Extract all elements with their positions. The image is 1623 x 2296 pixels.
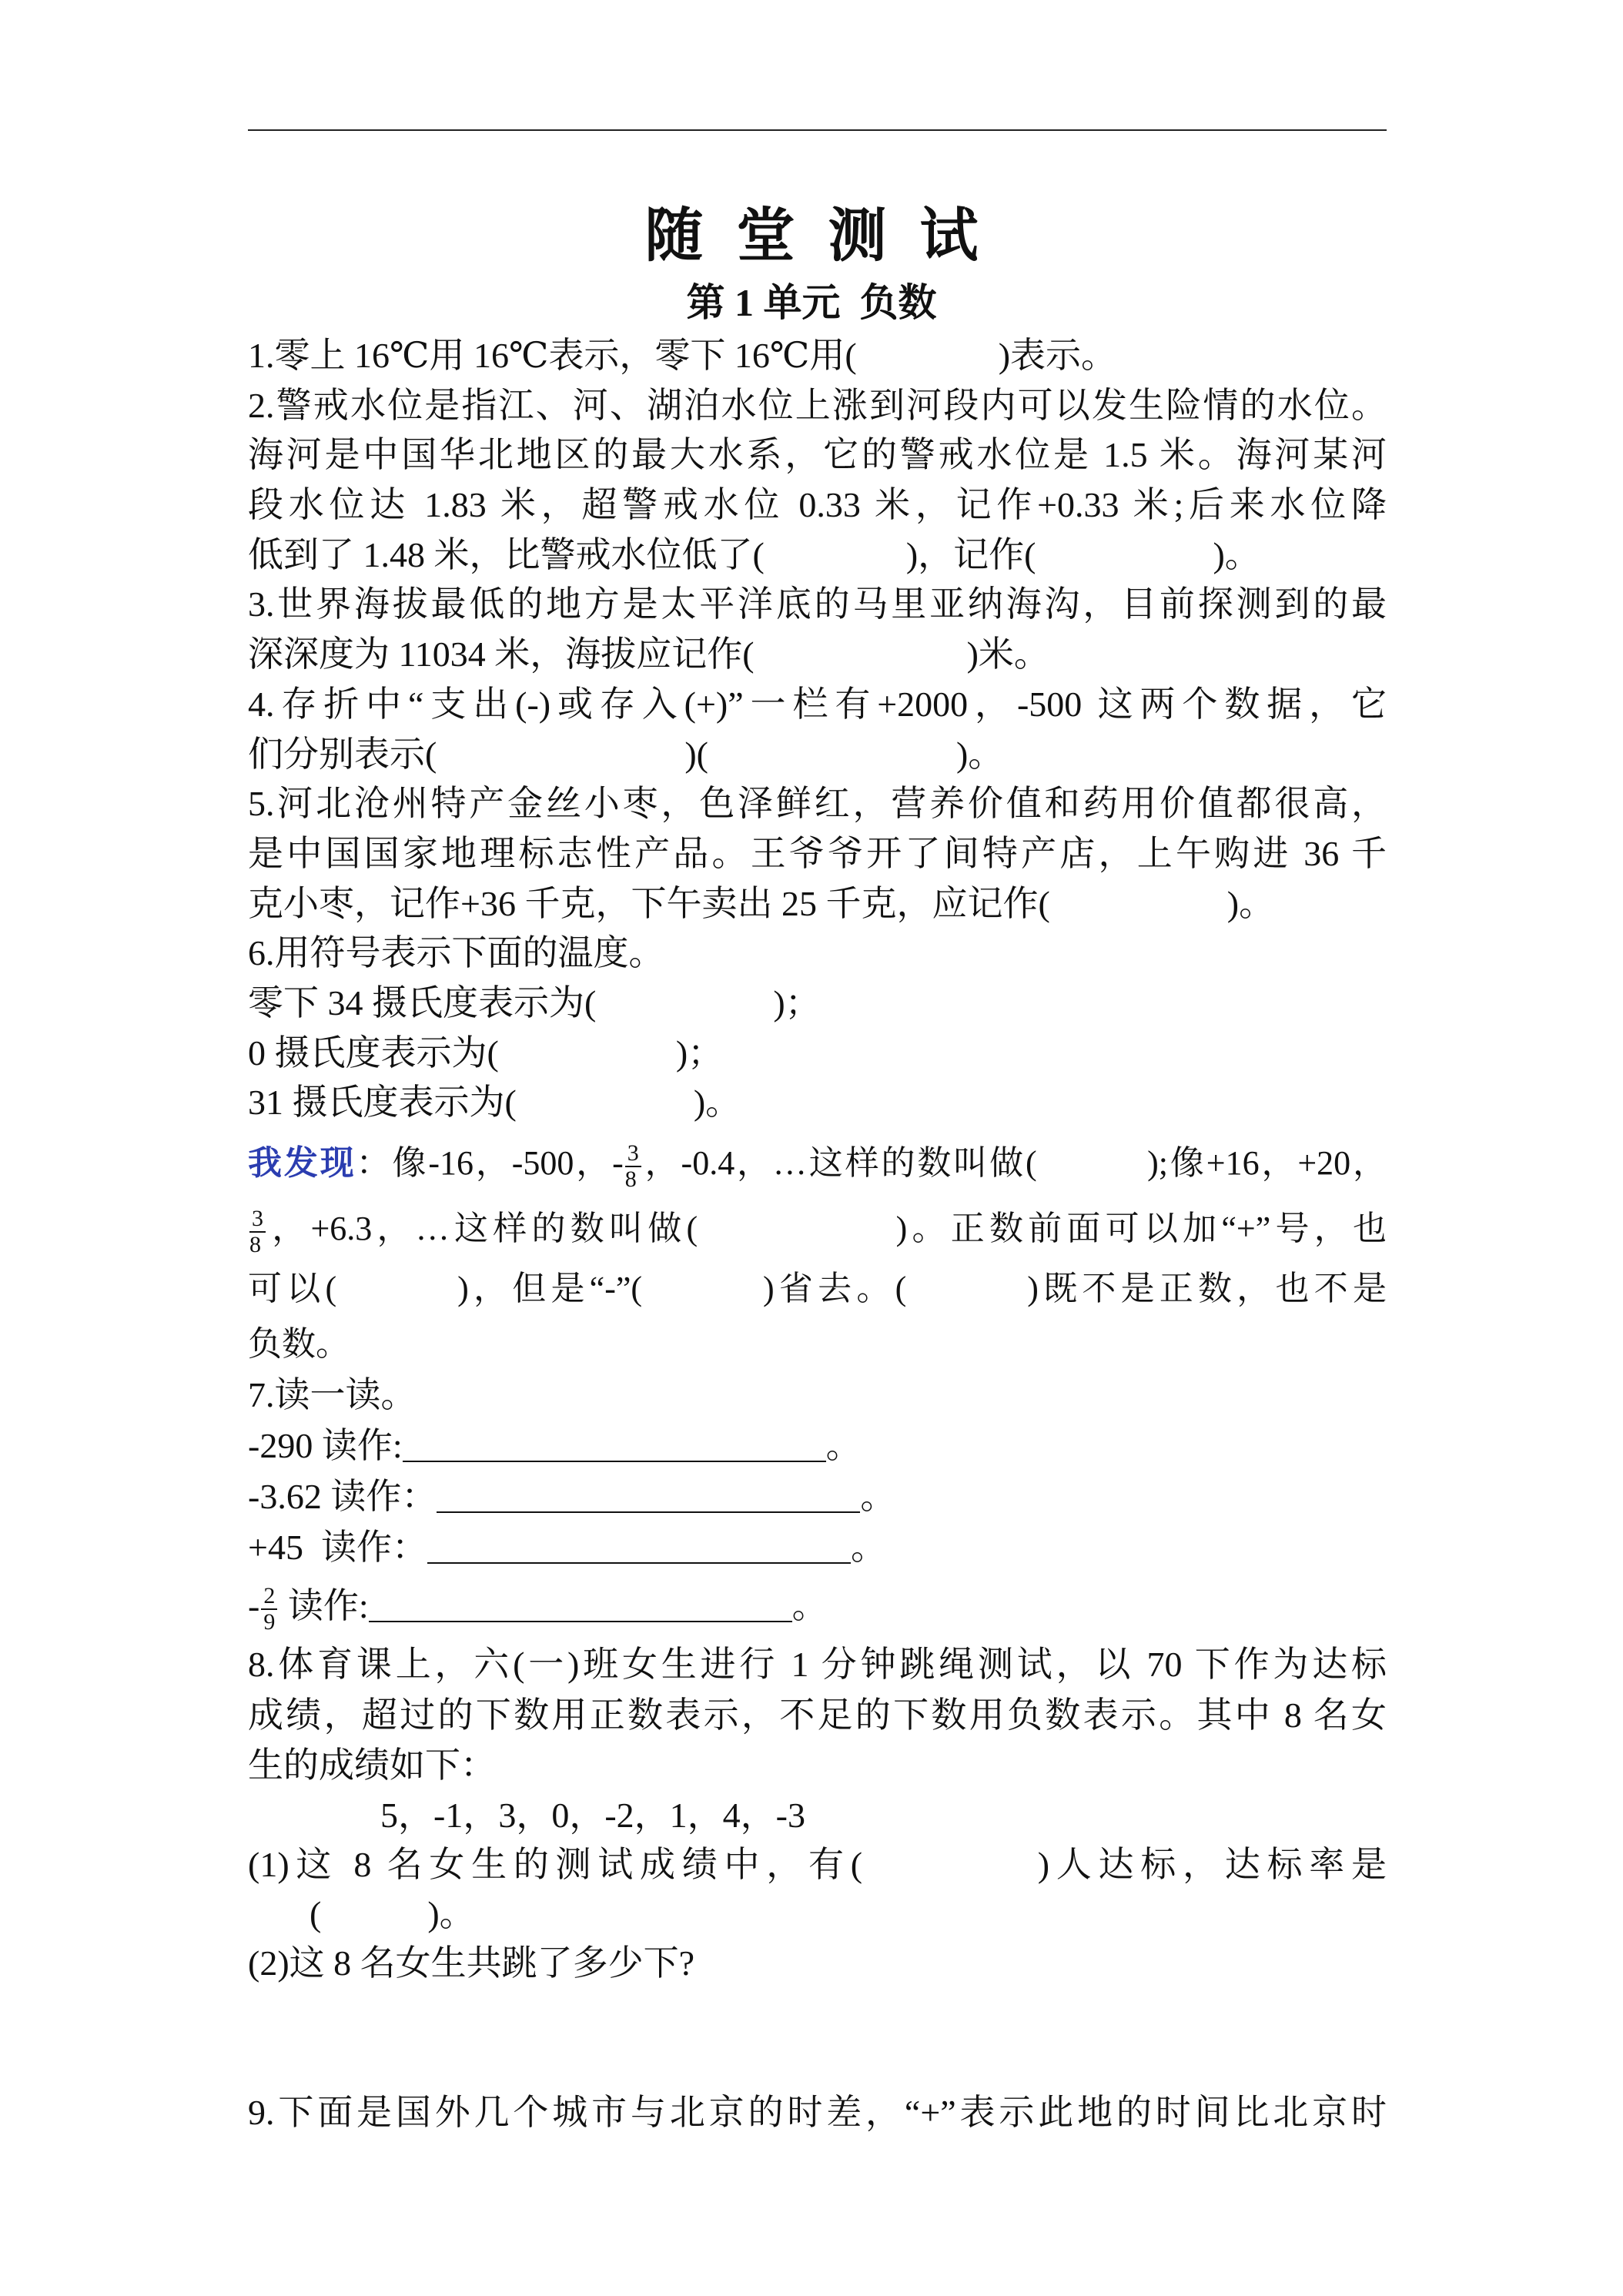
reading-label: 读作： [321, 1477, 437, 1516]
answer-line [403, 1430, 826, 1462]
question-8-part-1: (1)这 8 名女生的测试成绩中，有( )人达标，达标率是 [248, 1845, 1387, 1884]
reading-item [248, 1421, 1387, 1471]
question-8-line: 生的成绩如下： [248, 1745, 496, 1785]
reading-end: 。 [791, 1586, 828, 1625]
question-2-line: 2.警戒水位是指江、河、湖泊水位上涨到河段内可以发生险情的水位。 [248, 385, 1387, 425]
question-1-line: 1.零上 16℃用 16℃表示，零下 16℃用( )表示。 [248, 336, 1117, 375]
fraction [249, 1207, 266, 1257]
discovery-section [248, 1128, 1387, 1370]
discovery-line [248, 1128, 1387, 1199]
question-3-line: 深深度为 11034 米，海拔应记作( )米。 [248, 634, 1049, 674]
question-2-line: 段水位达 1.83 米，超警戒水位 0.33 米，记作+0.33 米;后来水位降 [248, 485, 1387, 525]
question-9-line: 9.下面是国外几个城市与北京的时差，“+”表示此地的时间比北京时 [248, 2093, 1387, 2132]
answer-space [248, 1988, 1387, 2088]
page-title: 随 堂 测 试 [644, 204, 988, 269]
header-rule [248, 129, 1387, 131]
answer-line [427, 1531, 851, 1564]
question-8-part-1: ( )。 [310, 1894, 475, 1933]
question-2-line: 海河是中国华北地区的最大水系，它的警戒水位是 1.5 米。海河某河 [248, 435, 1387, 475]
discovery-text: ，+6.3，…这样的数叫做( )。正数前面可以加“+”号，也 [267, 1210, 1387, 1247]
discovery-label: 我发现 [248, 1144, 356, 1182]
question-5-line: 5.河北沧州特产金丝小枣，色泽鲜红，营养价值和药用价值都很高， [248, 784, 1387, 824]
reading-label: 读作: [313, 1426, 403, 1465]
reading-sign: - [248, 1586, 260, 1625]
reading-item [248, 1573, 1387, 1639]
fraction [625, 1141, 641, 1192]
question-2-line: 低到了 1.48 米，比警戒水位低了( )，记作( )。 [248, 534, 1260, 574]
fraction-numerator: 2 [261, 1584, 277, 1610]
question-6-item: 31 摄氏度表示为( )。 [248, 1083, 741, 1123]
reading-item [248, 1471, 1387, 1522]
reading-end: 。 [825, 1426, 862, 1465]
answer-line [369, 1590, 792, 1622]
question-4-line: 们分别表示( )( )。 [248, 734, 1004, 774]
discovery-text: ：像-16，-500，- [356, 1144, 624, 1182]
question-5-line: 是中国国家地理标志性产品。王爷爷开了间特产店，上午购进 36 千 [248, 833, 1387, 873]
question-6-item: 零下 34 摄氏度表示为( )； [248, 982, 821, 1022]
reading-item [248, 1522, 1387, 1573]
discovery-line: 可以( )，但是“-”( )省去。( )既不是正数，也不是 [248, 1270, 1387, 1307]
reading-value: +45 [248, 1528, 303, 1567]
question-4-line: 4.存折中“支出(-)或存入(+)”一栏有+2000，-500 这两个数据，它 [248, 684, 1387, 724]
reading-value: -3.62 [248, 1477, 322, 1516]
reading-label: 读作: [279, 1586, 369, 1625]
question-5-line: 克小枣，记作+36 千克，下午卖出 25 千克，应记作( )。 [248, 883, 1275, 923]
reading-label: 读作： [303, 1528, 427, 1567]
unit-subtitle: 第 1 单元 负数 [686, 281, 937, 324]
question-8-line: 8.体育课上，六(一)班女生进行 1 分钟跳绳测试，以 70 下作为达标 [248, 1645, 1387, 1684]
question-8-part-2: (2)这 8 名女生共跳了多少下? [248, 1943, 695, 1983]
question-8-line: 成绩，超过的下数用正数表示，不足的下数用负数表示。其中 8 名女 [248, 1695, 1387, 1735]
question-list [248, 331, 1387, 2137]
reading-end: 。 [850, 1528, 886, 1567]
fraction [261, 1584, 277, 1635]
score-list: 5，-1，3，0，-2，1，4，-3 [380, 1796, 805, 1835]
fraction-numerator: 3 [625, 1141, 641, 1167]
reading-value: -290 [248, 1426, 313, 1465]
reading-end: 。 [860, 1477, 896, 1516]
discovery-text: ，-0.4，…这样的数叫做( );像+16，+20， [642, 1144, 1387, 1182]
answer-line [437, 1481, 860, 1513]
question-7-prompt: 7.读一读。 [248, 1375, 417, 1414]
fraction-denominator: 8 [624, 1166, 637, 1192]
fraction-numerator: 3 [249, 1207, 266, 1233]
question-3-line: 3.世界海拔最低的地方是太平洋底的马里亚纳海沟，目前探测到的最 [248, 584, 1387, 624]
discovery-line: 负数。 [248, 1325, 350, 1363]
fraction-denominator: 8 [249, 1231, 261, 1257]
question-6-item: 0 摄氏度表示为( )； [248, 1033, 724, 1073]
fraction-denominator: 9 [263, 1609, 276, 1635]
discovery-line [248, 1199, 1387, 1259]
question-6-prompt: 6.用符号表示下面的温度。 [248, 933, 664, 973]
